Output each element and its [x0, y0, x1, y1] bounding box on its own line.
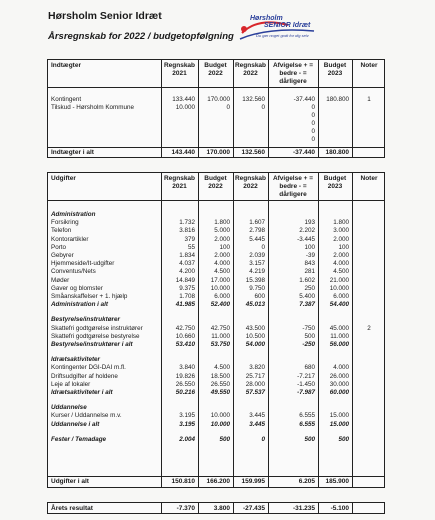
- row-value: -7.217: [297, 372, 315, 380]
- logo-text-line2: SENIOR Idræt: [264, 22, 311, 29]
- logo-text-line1: Hørsholm: [250, 15, 283, 22]
- row-value: 50.216: [175, 389, 195, 396]
- table-row: [48, 211, 384, 219]
- row-label: Idrætsaktiviteter i alt: [51, 389, 113, 396]
- row-label: Conventus/Nets: [51, 268, 96, 276]
- expenses-table: [47, 172, 385, 488]
- row-value: 1: [367, 96, 371, 103]
- table-row: [48, 244, 384, 252]
- row-value: -250: [302, 341, 315, 348]
- table-row: [48, 120, 384, 128]
- income-table: [47, 59, 385, 158]
- row-value: 500: [219, 435, 230, 443]
- row-value: 7.387: [299, 301, 315, 309]
- row-value: 10.000: [175, 104, 195, 111]
- row-value: 1.834: [179, 252, 195, 259]
- row-value: 4.500: [333, 268, 349, 276]
- row-value: 42.750: [210, 324, 230, 332]
- column-header: Budget 2022: [204, 175, 227, 190]
- row-label: Gebyrer: [51, 252, 74, 259]
- row-value: 500: [304, 435, 315, 443]
- row-value: 53.750: [210, 341, 230, 348]
- row-value: 11.000: [330, 332, 349, 340]
- table-row: [48, 381, 384, 389]
- row-value: 2.004: [179, 435, 195, 443]
- row-value: 25.717: [245, 372, 265, 380]
- row-value: 0: [261, 243, 265, 251]
- row-value: 10.660: [175, 332, 195, 340]
- table-heading: Udgifter: [51, 175, 76, 182]
- row-value: 100: [304, 243, 315, 251]
- row-value: 680: [304, 364, 315, 372]
- row-label: Leje af lokaler: [51, 380, 91, 388]
- row-value: 52.400: [210, 301, 230, 309]
- row-value: 100: [338, 243, 349, 251]
- row-value: 57.537: [245, 389, 265, 396]
- row-value: 3.195: [179, 420, 195, 428]
- column-header: Budget 2023: [323, 62, 347, 77]
- row-value: 0: [311, 120, 315, 127]
- row-value: 10.500: [245, 332, 265, 340]
- row-value: 42.750: [175, 324, 195, 332]
- total-value: 180.800: [325, 149, 349, 156]
- row-value: 281: [304, 268, 315, 276]
- row-value: 3.157: [249, 260, 265, 268]
- result-table: [47, 502, 385, 514]
- table-row: [48, 356, 384, 364]
- table-row: [48, 128, 384, 136]
- column-header: Noter: [360, 175, 378, 182]
- table-row: [48, 301, 384, 309]
- page-title: Hørsholm Senior Idræt: [48, 10, 162, 22]
- total-label: Indtægter i alt: [51, 149, 94, 156]
- row-value: 9.375: [179, 284, 195, 292]
- row-value: 56.000: [329, 341, 349, 348]
- row-value: 45.000: [329, 324, 349, 332]
- row-value: 3.820: [249, 364, 265, 372]
- total-value: -5.100: [330, 505, 349, 512]
- total-value: 132.560: [241, 149, 265, 156]
- row-value: 5.000: [214, 227, 230, 235]
- total-value: -31.235: [292, 505, 315, 512]
- table-header: [48, 173, 384, 201]
- row-value: 2.000: [333, 235, 349, 243]
- total-value: -37.440: [292, 149, 315, 156]
- row-value: 6.555: [299, 412, 315, 420]
- row-value: 19.826: [175, 372, 195, 380]
- row-value: 3.840: [179, 364, 195, 372]
- row-value: 26.550: [210, 380, 230, 388]
- row-value: 843: [304, 260, 315, 268]
- table-heading: Indtægter: [51, 62, 81, 69]
- row-value: 15.000: [329, 420, 349, 428]
- row-value: 1.800: [333, 219, 349, 227]
- table-row: [48, 293, 384, 301]
- row-value: 10.000: [329, 284, 349, 292]
- table-row: [48, 260, 384, 268]
- row-value: 11.000: [211, 332, 230, 340]
- row-value: 1.602: [299, 276, 315, 284]
- row-label: Tilskud - Hørsholm Kommune: [51, 104, 135, 111]
- row-value: 132.560: [242, 96, 265, 103]
- total-value: 150.810: [171, 478, 195, 485]
- row-value: 45.013: [245, 301, 265, 309]
- total-value: -7.370: [176, 505, 195, 512]
- row-label: Skattefri godtgørelse instruktører: [51, 324, 143, 332]
- table-row: [48, 389, 384, 397]
- row-label: Telefon: [51, 227, 72, 235]
- row-value: 2.202: [299, 227, 315, 235]
- table-row: [48, 421, 384, 429]
- row-value: 30.000: [329, 380, 349, 388]
- row-label: Småanskaffelser + 1. hjælp: [51, 293, 128, 300]
- row-label: Skattefri godtgørelse bestyrelse: [51, 332, 140, 340]
- row-value: 54.000: [245, 341, 265, 348]
- row-value: 3.445: [249, 420, 265, 428]
- row-value: 18.500: [210, 372, 230, 380]
- total-value: 185.900: [325, 478, 349, 485]
- row-value: 3.816: [179, 227, 195, 235]
- row-value: 21.000: [329, 276, 349, 284]
- table-row: [48, 96, 384, 104]
- table-row: [48, 404, 384, 412]
- total-label: Årets resultat: [51, 505, 93, 512]
- row-label: Hjemmeside/It-udgifter: [51, 260, 115, 268]
- total-value: 159.995: [241, 478, 265, 485]
- table-row: [48, 112, 384, 120]
- table-row: [48, 412, 384, 420]
- table-header: [48, 60, 384, 88]
- row-value: 2.000: [214, 235, 230, 243]
- row-value: 0: [311, 104, 315, 111]
- row-label: Uddannelse i alt: [51, 420, 100, 428]
- row-value: 2.798: [249, 227, 265, 235]
- table-row: [48, 325, 384, 333]
- column-header: Regnskab 2021: [163, 175, 196, 190]
- row-value: -3.445: [297, 235, 315, 243]
- row-value: 500: [338, 435, 349, 443]
- row-value: 26.550: [175, 380, 195, 388]
- row-value: 0: [226, 104, 230, 111]
- row-value: 170.000: [207, 96, 230, 103]
- total-value: -27.435: [242, 505, 265, 512]
- total-value: 166.200: [206, 478, 230, 485]
- row-label: Fester / Temadage: [51, 435, 107, 443]
- row-value: 28.000: [245, 380, 265, 388]
- table-row: [48, 316, 384, 324]
- row-label: Uddannelse: [51, 404, 87, 412]
- row-value: 10.000: [210, 284, 230, 292]
- row-value: 2.000: [214, 252, 230, 259]
- row-label: Forsikring: [51, 219, 79, 227]
- row-value: 54.400: [329, 301, 349, 309]
- row-label: Bestyrelse/instruktører i alt: [51, 341, 133, 348]
- row-value: 5.445: [249, 235, 265, 243]
- column-header: Afvigelse + = bedre - = dårligere: [272, 62, 314, 85]
- table-row: [48, 236, 384, 244]
- total-value: 6.205: [298, 478, 315, 485]
- row-value: 1.800: [214, 219, 230, 227]
- total-value: 170.000: [206, 149, 230, 156]
- row-value: 49.550: [210, 389, 230, 396]
- column-header: Budget 2022: [204, 62, 227, 77]
- row-value: 17.000: [210, 276, 230, 284]
- row-value: 60.000: [329, 389, 349, 396]
- row-label: Kontingent: [51, 96, 82, 103]
- row-value: 15.398: [245, 276, 265, 284]
- club-logo: [238, 11, 318, 51]
- row-label: Gaver og blomster: [51, 284, 103, 292]
- table-row: [48, 341, 384, 349]
- row-value: 4.000: [333, 364, 349, 372]
- row-label: Driftsudgifter af holdene: [51, 372, 118, 380]
- total-row: [48, 504, 384, 513]
- row-label: Administration i alt: [51, 301, 109, 309]
- row-value: 4.037: [179, 260, 195, 268]
- row-value: 43.500: [245, 324, 265, 332]
- row-value: 180.800: [326, 96, 349, 103]
- row-value: 9.750: [249, 284, 265, 292]
- row-label: Møder: [51, 276, 70, 284]
- row-value: 3.445: [249, 412, 265, 420]
- column-header: Regnskab 2022: [234, 175, 267, 190]
- column-header: Regnskab 2022: [234, 62, 267, 77]
- row-value: 0: [311, 136, 315, 143]
- row-value: 3.195: [179, 412, 195, 420]
- row-label: Kontingenter DGI-DAI m.fl.: [51, 364, 126, 372]
- row-value: 10.000: [210, 420, 230, 428]
- page-subtitle: Årsregnskab for 2022 / budgetopfølgning: [48, 31, 234, 42]
- row-value: 2.039: [249, 252, 265, 259]
- table-row: [48, 373, 384, 381]
- total-row: [48, 147, 384, 157]
- row-value: 26.000: [329, 372, 349, 380]
- row-value: 14.849: [175, 276, 195, 284]
- row-value: 4.000: [214, 260, 230, 268]
- logo-tagline: Du gør noget godt for dig selv: [256, 33, 309, 38]
- row-value: -750: [302, 324, 315, 332]
- table-row: [48, 277, 384, 285]
- row-value: 1.607: [249, 219, 265, 227]
- row-value: 1.732: [179, 219, 195, 227]
- column-header: Budget 2023: [323, 175, 347, 190]
- row-value: 10.000: [210, 412, 230, 420]
- column-header: Noter: [360, 62, 378, 69]
- row-value: 379: [184, 235, 195, 243]
- table-row: [48, 285, 384, 293]
- table-row: [48, 436, 384, 444]
- row-value: 4.219: [249, 268, 265, 276]
- row-value: 0: [261, 435, 265, 443]
- row-value: 6.555: [299, 420, 315, 428]
- table-row: [48, 364, 384, 372]
- row-value: 133.440: [172, 96, 195, 103]
- row-value: 4.200: [179, 268, 195, 276]
- row-value: 5.400: [299, 293, 315, 300]
- row-value: 500: [304, 332, 315, 340]
- row-value: 3.000: [333, 227, 349, 235]
- row-value: 1.708: [179, 293, 195, 300]
- total-label: Udgifter i alt: [51, 478, 89, 485]
- row-label: Kontorartikler: [51, 235, 89, 243]
- table-row: [48, 136, 384, 144]
- row-label: Kurser / Uddannelse m.v.: [51, 412, 122, 420]
- row-value: 2.000: [333, 252, 349, 259]
- row-label: Porto: [51, 243, 67, 251]
- row-value: 0: [311, 112, 315, 119]
- row-value: -39: [305, 252, 315, 259]
- row-value: -7.987: [297, 389, 315, 396]
- total-value: 3.800: [213, 505, 230, 512]
- row-value: -1.450: [297, 380, 315, 388]
- row-value: 4.000: [333, 260, 349, 268]
- column-header: Afvigelse + = bedre - = dårligere: [272, 175, 314, 198]
- table-row: [48, 252, 384, 260]
- row-label: Idrætsaktiviteter: [51, 356, 100, 364]
- table-row: [48, 268, 384, 276]
- row-value: 250: [304, 284, 315, 292]
- row-label: Bestyrelse/instruktører: [51, 316, 120, 324]
- row-value: 0: [261, 104, 265, 111]
- total-row: [48, 476, 384, 486]
- row-value: 41.985: [175, 301, 195, 309]
- total-value: 143.440: [171, 149, 195, 156]
- row-value: 15.000: [329, 412, 349, 420]
- row-value: 2: [367, 324, 371, 332]
- row-value: 55: [187, 243, 195, 251]
- row-label: Administration: [51, 211, 96, 218]
- table-row: [48, 333, 384, 341]
- column-header: Regnskab 2021: [163, 62, 196, 77]
- row-value: 193: [304, 219, 315, 227]
- table-row: [48, 104, 384, 112]
- table-row: [48, 219, 384, 227]
- row-value: 6.000: [333, 293, 349, 300]
- row-value: 100: [219, 243, 230, 251]
- row-value: 4.500: [214, 268, 230, 276]
- table-row: [48, 227, 384, 235]
- row-value: -37.440: [293, 96, 315, 103]
- row-value: 4.500: [214, 364, 230, 372]
- row-value: 6.000: [214, 293, 230, 300]
- row-value: 53.410: [175, 341, 195, 348]
- row-value: 600: [254, 293, 265, 300]
- row-value: 0: [311, 128, 315, 135]
